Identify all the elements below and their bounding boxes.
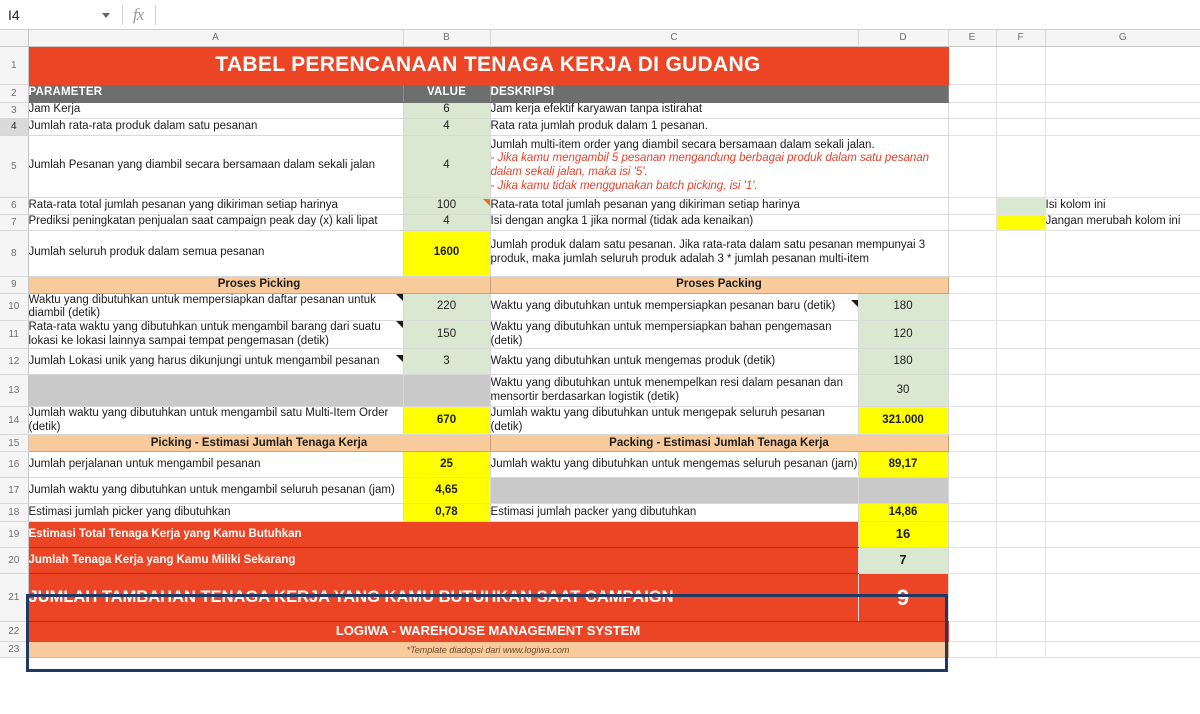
note-marker-icon xyxy=(851,300,858,307)
value-tenaga-kerja-sekarang[interactable]: 7 xyxy=(858,548,948,574)
cell-g19[interactable] xyxy=(1045,522,1200,548)
cell-f19[interactable] xyxy=(996,522,1045,548)
section-header-picking-estimasi: Picking - Estimasi Jumlah Tenaga Kerja xyxy=(28,435,490,452)
value-waktu-ambil-seluruh[interactable]: 4,65 xyxy=(403,478,490,504)
row-header-11[interactable]: 11 xyxy=(0,320,28,348)
cell-f11[interactable] xyxy=(996,320,1045,348)
param-rata-produk[interactable]: Jumlah rata-rata produk dalam satu pesanan xyxy=(28,118,403,135)
cell-e11[interactable] xyxy=(948,320,996,348)
value-waktu-multi-item[interactable]: 670 xyxy=(403,407,490,435)
desc-estimasi-packer[interactable]: Estimasi jumlah packer yang dibutuhkan xyxy=(490,504,858,522)
value-estimasi-packer[interactable]: 14,86 xyxy=(858,504,948,522)
cell-e23[interactable] xyxy=(948,642,996,658)
cell-e14[interactable] xyxy=(948,407,996,435)
formula-input[interactable] xyxy=(156,1,1200,29)
value-empty-17[interactable] xyxy=(858,478,948,504)
cell-g3[interactable] xyxy=(1045,102,1200,118)
row-header-12[interactable]: 12 xyxy=(0,349,28,375)
cell-e16[interactable] xyxy=(948,452,996,478)
label-tambahan-tenaga-kerja: JUMLAH TAMBAHAN TENAGA KERJA YANG KAMU BUTUHKAN SAAT CAMPAIGN xyxy=(28,574,858,622)
value-empty-13[interactable] xyxy=(403,375,490,407)
row-header-4[interactable]: 4 xyxy=(0,118,28,135)
column-header-d[interactable]: D xyxy=(858,30,948,46)
param-text: Waktu yang dibutuhkan untuk mempersiapkan daftar pesanan untuk diambil (detik) xyxy=(28,293,376,319)
row-header-2[interactable]: 2 xyxy=(0,84,28,102)
cell-g9[interactable] xyxy=(1045,276,1200,293)
desc-mengepak-seluruh[interactable]: Jumlah waktu yang dibutuhkan untuk mengepak seluruh pesanan (detik) xyxy=(490,407,858,435)
cell-f22[interactable] xyxy=(996,622,1045,642)
desc-empty-17[interactable] xyxy=(490,478,858,504)
cell-e21[interactable] xyxy=(948,574,996,622)
cell-g20[interactable] xyxy=(1045,548,1200,574)
cell-g21[interactable] xyxy=(1045,574,1200,622)
desc-line-note2: - Jika kamu tidak menggunakan batch picking, isi '1'. xyxy=(490,179,758,192)
row-header-14[interactable]: 14 xyxy=(0,407,28,435)
name-box[interactable] xyxy=(0,1,118,29)
cell-f8[interactable] xyxy=(996,230,1045,276)
desc-mengemas-produk[interactable]: Waktu yang dibutuhkan untuk mengemas produk (detik) xyxy=(490,349,858,375)
column-header-b[interactable]: B xyxy=(403,30,490,46)
row-header-15[interactable]: 15 xyxy=(0,435,28,452)
brand-footer: LOGIWA - WAREHOUSE MANAGEMENT SYSTEM xyxy=(28,622,948,642)
param-prediksi-peningkatan[interactable]: Prediksi peningkatan penjualan saat campaign peak day (x) kali lipat xyxy=(28,214,403,230)
value-waktu-ambil-barang[interactable]: 150 xyxy=(403,320,490,348)
column-header-g[interactable]: G xyxy=(1045,30,1200,46)
note-marker-icon xyxy=(396,355,403,362)
value-tambahan-tenaga-kerja[interactable]: 9 xyxy=(858,574,948,622)
param-total-pesanan-harian[interactable]: Rata-rata total jumlah pesanan yang dikiriman setiap harinya xyxy=(28,197,403,214)
cell-e20[interactable] xyxy=(948,548,996,574)
cell-e17[interactable] xyxy=(948,478,996,504)
row-header-22[interactable]: 22 xyxy=(0,622,28,642)
note-marker-icon xyxy=(396,294,403,301)
cell-f16[interactable] xyxy=(996,452,1045,478)
select-all-corner[interactable] xyxy=(0,30,28,46)
cell-f5[interactable] xyxy=(996,135,1045,197)
desc-pesanan-bersamaan[interactable] xyxy=(490,135,948,197)
cell-e9[interactable] xyxy=(948,276,996,293)
cell-e18[interactable] xyxy=(948,504,996,522)
cell-g16[interactable] xyxy=(1045,452,1200,478)
row-header-23[interactable]: 23 xyxy=(0,642,28,658)
column-header-a[interactable]: A xyxy=(28,30,403,46)
row-header-18[interactable]: 18 xyxy=(0,504,28,522)
function-icon[interactable]: fx xyxy=(133,4,144,24)
cell-f17[interactable] xyxy=(996,478,1045,504)
param-siapkan-daftar[interactable] xyxy=(28,293,403,320)
section-header-packing-estimasi: Packing - Estimasi Jumlah Tenaga Kerja xyxy=(490,435,948,452)
row-header-17[interactable]: 17 xyxy=(0,478,28,504)
desc-line-note1: - Jika kamu mengambil 5 pesanan mengandung berbagai produk dalam satu pesanan dalam sekali jalan, maka isi '5'. xyxy=(490,152,930,178)
row-header-5[interactable]: 5 xyxy=(0,135,28,197)
param-text: Jumlah Lokasi unik yang harus dikunjungi untuk mengambil pesanan xyxy=(28,354,380,367)
value-mengepak-seluruh[interactable]: 321.000 xyxy=(858,407,948,435)
value-siapkan-daftar[interactable]: 220 xyxy=(403,293,490,320)
cell-g10[interactable] xyxy=(1045,293,1200,320)
desc-tempel-resi[interactable]: Waktu yang dibutuhkan untuk menempelkan resi dalam pesanan dan mensortir berdasarkan logistik (detik) xyxy=(490,375,858,407)
cell-g2[interactable] xyxy=(1045,84,1200,102)
cell-f9[interactable] xyxy=(996,276,1045,293)
value-tempel-resi[interactable]: 30 xyxy=(858,375,948,407)
cell-f21[interactable] xyxy=(996,574,1045,622)
cell-f4[interactable] xyxy=(996,118,1045,135)
row-header-21[interactable]: 21 xyxy=(0,574,28,622)
chevron-down-icon[interactable] xyxy=(102,13,110,18)
column-header-c[interactable]: C xyxy=(490,30,858,46)
cell-f13[interactable] xyxy=(996,375,1045,407)
cell-g1[interactable] xyxy=(1045,46,1200,84)
row-header-20[interactable]: 20 xyxy=(0,548,28,574)
value-jam-kerja[interactable]: 6 xyxy=(403,102,490,118)
legend-label-green: Isi kolom ini xyxy=(1045,197,1200,214)
desc-text: Waktu yang dibutuhkan untuk mempersiapkan pesanan baru (detik) xyxy=(490,299,836,312)
cell-e7[interactable] xyxy=(948,214,996,230)
desc-siapkan-pesanan-baru[interactable] xyxy=(490,293,858,320)
desc-prediksi-peningkatan[interactable]: Isi dengan angka 1 jika normal (tidak ada kenaikan) xyxy=(490,214,948,230)
param-waktu-multi-item[interactable]: Jumlah waktu yang dibutuhkan untuk mengambil satu Multi-Item Order (detik) xyxy=(28,407,403,435)
cell-e2[interactable] xyxy=(948,84,996,102)
cell-e19[interactable] xyxy=(948,522,996,548)
cell-f18[interactable] xyxy=(996,504,1045,522)
value-pesanan-bersamaan[interactable]: 4 xyxy=(403,135,490,197)
legend-swatch-yellow xyxy=(996,214,1045,230)
cell-f2[interactable] xyxy=(996,84,1045,102)
sheet-grid[interactable] xyxy=(0,30,1200,714)
row-header-6[interactable]: 6 xyxy=(0,197,28,214)
column-header-f[interactable]: F xyxy=(996,30,1045,46)
column-title-deskripsi: DESKRIPSI xyxy=(490,84,948,102)
param-lokasi-unik[interactable] xyxy=(28,349,403,375)
cell-e1[interactable] xyxy=(948,46,996,84)
note-marker-icon xyxy=(483,199,490,206)
cell-f10[interactable] xyxy=(996,293,1045,320)
cell-g22[interactable] xyxy=(1045,622,1200,642)
value-siapkan-pesanan-baru[interactable]: 180 xyxy=(858,293,948,320)
param-jam-kerja[interactable]: Jam Kerja xyxy=(28,102,403,118)
param-jumlah-perjalanan[interactable]: Jumlah perjalanan untuk mengambil pesanan xyxy=(28,452,403,478)
legend-label-yellow: Jangan merubah kolom ini xyxy=(1045,214,1200,230)
param-pesanan-bersamaan[interactable]: Jumlah Pesanan yang diambil secara bersamaan dalam sekali jalan xyxy=(28,135,403,197)
row-header-1[interactable]: 1 xyxy=(0,46,28,84)
cell-e10[interactable] xyxy=(948,293,996,320)
section-header-picking: Proses Picking xyxy=(28,276,490,293)
value-seluruh-produk[interactable]: 1600 xyxy=(403,230,490,276)
row-header-19[interactable]: 19 xyxy=(0,522,28,548)
value-text: 100 xyxy=(436,198,457,211)
desc-total-pesanan-harian[interactable]: Rata-rata total jumlah pesanan yang dikiriman setiap harinya xyxy=(490,197,948,214)
value-rata-produk[interactable]: 4 xyxy=(403,118,490,135)
cell-e4[interactable] xyxy=(948,118,996,135)
cell-g17[interactable] xyxy=(1045,478,1200,504)
column-header-e[interactable]: E xyxy=(948,30,996,46)
param-seluruh-produk[interactable]: Jumlah seluruh produk dalam semua pesanan xyxy=(28,230,403,276)
param-text: Rata-rata waktu yang dibutuhkan untuk mengambil barang dari suatu lokasi ke lokasi lainnya sampai tempat pengemasan (detik) xyxy=(28,321,381,347)
cell-g14[interactable] xyxy=(1045,407,1200,435)
cell-e22[interactable] xyxy=(948,622,996,642)
row-header-10[interactable]: 10 xyxy=(0,293,28,320)
desc-line-main: Jumlah multi-item order yang diambil secara bersamaan dalam sekali jalan. xyxy=(490,138,875,151)
cell-f20[interactable] xyxy=(996,548,1045,574)
cell-f15[interactable] xyxy=(996,435,1045,452)
param-waktu-ambil-barang[interactable] xyxy=(28,320,403,348)
row-header-7[interactable]: 7 xyxy=(0,214,28,230)
cell-e12[interactable] xyxy=(948,349,996,375)
cell-e5[interactable] xyxy=(948,135,996,197)
label-estimasi-total: Estimasi Total Tenaga Kerja yang Kamu Butuhkan xyxy=(28,522,858,548)
value-estimasi-total[interactable]: 16 xyxy=(858,522,948,548)
cell-e8[interactable] xyxy=(948,230,996,276)
param-waktu-ambil-seluruh[interactable]: Jumlah waktu yang dibutuhkan untuk mengambil seluruh pesanan (jam) xyxy=(28,478,403,504)
cell-g18[interactable] xyxy=(1045,504,1200,522)
name-box-value: I4 xyxy=(8,6,20,23)
row-header-3[interactable]: 3 xyxy=(0,102,28,118)
cell-g4[interactable] xyxy=(1045,118,1200,135)
cell-e15[interactable] xyxy=(948,435,996,452)
formula-bar xyxy=(0,0,1200,30)
divider xyxy=(122,5,123,25)
row-header-13[interactable]: 13 xyxy=(0,375,28,407)
cell-g8[interactable] xyxy=(1045,230,1200,276)
value-prediksi-peningkatan[interactable]: 4 xyxy=(403,214,490,230)
value-mengemas-produk[interactable]: 180 xyxy=(858,349,948,375)
desc-mengemas-seluruh-jam[interactable]: Jumlah waktu yang dibutuhkan untuk mengemas seluruh pesanan (jam) xyxy=(490,452,858,478)
note-marker-icon xyxy=(396,321,403,328)
row-header-16[interactable]: 16 xyxy=(0,452,28,478)
page-title: TABEL PERENCANAAN TENAGA KERJA DI GUDANG xyxy=(28,46,948,84)
legend-swatch-green xyxy=(996,197,1045,214)
cell-e3[interactable] xyxy=(948,102,996,118)
cell-f1[interactable] xyxy=(996,46,1045,84)
param-estimasi-picker[interactable]: Estimasi jumlah picker yang dibutuhkan xyxy=(28,504,403,522)
column-title-value: VALUE xyxy=(403,84,490,102)
value-siapkan-bahan-pengemasan[interactable]: 120 xyxy=(858,320,948,348)
desc-seluruh-produk[interactable]: Jumlah produk dalam satu pesanan. Jika rata-rata dalam satu pesanan mempunyai 3 produk, maka jumlah seluruh produk adalah 3 * jumlah pesanan multi-item xyxy=(490,230,948,276)
cell-e6[interactable] xyxy=(948,197,996,214)
param-empty-13[interactable] xyxy=(28,375,403,407)
value-mengemas-seluruh-jam[interactable]: 89,17 xyxy=(858,452,948,478)
cell-g23[interactable] xyxy=(1045,642,1200,658)
label-tenaga-kerja-sekarang: Jumlah Tenaga Kerja yang Kamu Miliki Sekarang xyxy=(28,548,858,574)
cell-f14[interactable] xyxy=(996,407,1045,435)
row-header-8[interactable]: 8 xyxy=(0,230,28,276)
cell-f12[interactable] xyxy=(996,349,1045,375)
column-title-parameter: PARAMETER xyxy=(28,84,403,102)
cell-g12[interactable] xyxy=(1045,349,1200,375)
cell-e13[interactable] xyxy=(948,375,996,407)
cell-g5[interactable] xyxy=(1045,135,1200,197)
value-estimasi-picker[interactable]: 0,78 xyxy=(403,504,490,522)
cell-g11[interactable] xyxy=(1045,320,1200,348)
desc-siapkan-bahan-pengemasan[interactable]: Waktu yang dibutuhkan untuk mempersiapkan bahan pengemasan (detik) xyxy=(490,320,858,348)
value-total-pesanan-harian[interactable] xyxy=(403,197,490,214)
cell-g13[interactable] xyxy=(1045,375,1200,407)
cell-f23[interactable] xyxy=(996,642,1045,658)
cell-g15[interactable] xyxy=(1045,435,1200,452)
desc-rata-produk[interactable]: Rata rata jumlah produk dalam 1 pesanan. xyxy=(490,118,948,135)
value-lokasi-unik[interactable]: 3 xyxy=(403,349,490,375)
sheet-table xyxy=(0,30,1200,658)
value-jumlah-perjalanan[interactable]: 25 xyxy=(403,452,490,478)
cell-f3[interactable] xyxy=(996,102,1045,118)
section-header-packing: Proses Packing xyxy=(490,276,948,293)
desc-jam-kerja[interactable]: Jam kerja efektif karyawan tanpa istirahat xyxy=(490,102,948,118)
template-credit: *Template diadopsi dari www.logiwa.com xyxy=(28,642,948,658)
row-header-9[interactable]: 9 xyxy=(0,276,28,293)
